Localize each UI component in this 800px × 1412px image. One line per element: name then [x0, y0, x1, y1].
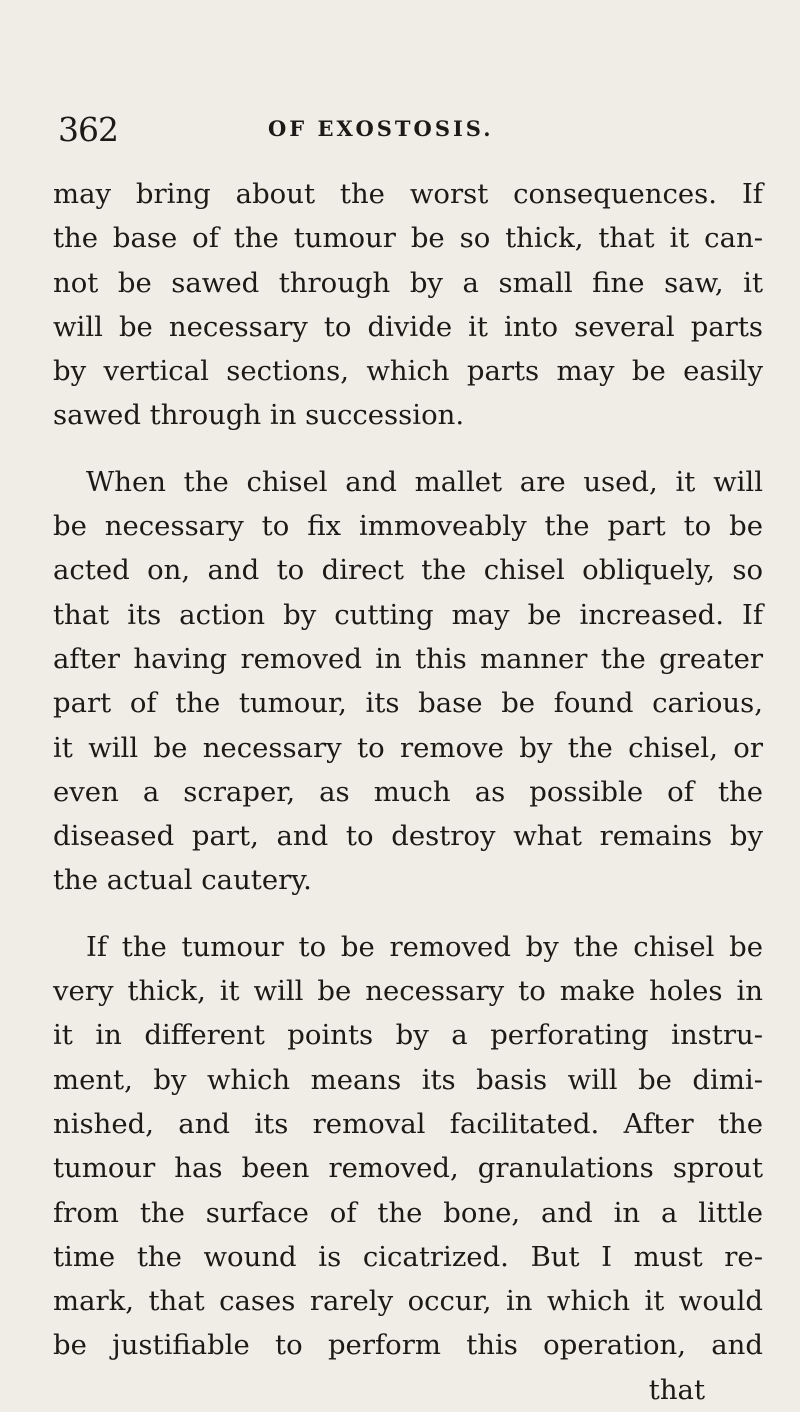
text-line: sawed through in succession. [53, 399, 465, 432]
text-line: be justifiable to perform this operation, and [53, 1329, 763, 1362]
text-line: not be sawed through by a small fine saw, it [53, 266, 763, 299]
text-line: from the surface of the bone, and in a little [53, 1196, 763, 1229]
text-line: that its action by cutting may be increased. If [53, 598, 763, 631]
text-line: When the chisel and mallet are used, it will [86, 465, 763, 498]
text-line: ment, by which means its basis will be dimi- [53, 1063, 763, 1096]
paragraph-3 [53, 925, 763, 1368]
text-line: If the tumour to be removed by the chisel be [86, 930, 763, 963]
text-line: tumour has been removed, granulations sprout [53, 1152, 763, 1185]
paragraph-2 [53, 460, 763, 903]
text-line: very thick, it will be necessary to make holes in [53, 975, 763, 1008]
text-line: will be necessary to divide it into several parts [53, 310, 763, 343]
text-line: mark, that cases rarely occur, in which it would [53, 1285, 763, 1318]
text-line: be necessary to fix immoveably the part to be [53, 510, 763, 543]
text-line: acted on, and to direct the chisel obliquely, so [53, 554, 763, 587]
page-header [58, 112, 698, 152]
text-line: it will be necessary to remove by the chisel, or [53, 731, 763, 764]
catchword: that [648, 1373, 705, 1406]
page-number: 362 [58, 110, 118, 149]
text-line: nished, and its removal facilitated. After the [53, 1107, 763, 1140]
text-line: after having removed in this manner the greater [53, 642, 763, 675]
running-head: OF EXOSTOSIS. [268, 116, 494, 141]
paragraph-1 [53, 172, 763, 438]
paragraph-gap [53, 903, 763, 925]
paragraph-gap [53, 438, 763, 460]
text-line: part of the tumour, its base be found carious, [53, 687, 763, 720]
text-line: may bring about the worst consequences. If [53, 178, 763, 210]
text-line: the base of the tumour be so thick, that it can- [53, 222, 763, 255]
text-line: the actual cautery. [53, 864, 312, 897]
text-line: it in different points by a perforating instru- [53, 1019, 763, 1052]
text-line: even a scraper, as much as possible of the [53, 775, 763, 808]
text-line: time the wound is cicatrized. But I must re- [53, 1240, 763, 1273]
body-text [53, 172, 763, 1412]
text-line: by vertical sections, which parts may be easily [53, 355, 763, 388]
text-line: diseased part, and to destroy what remains by [53, 820, 763, 853]
